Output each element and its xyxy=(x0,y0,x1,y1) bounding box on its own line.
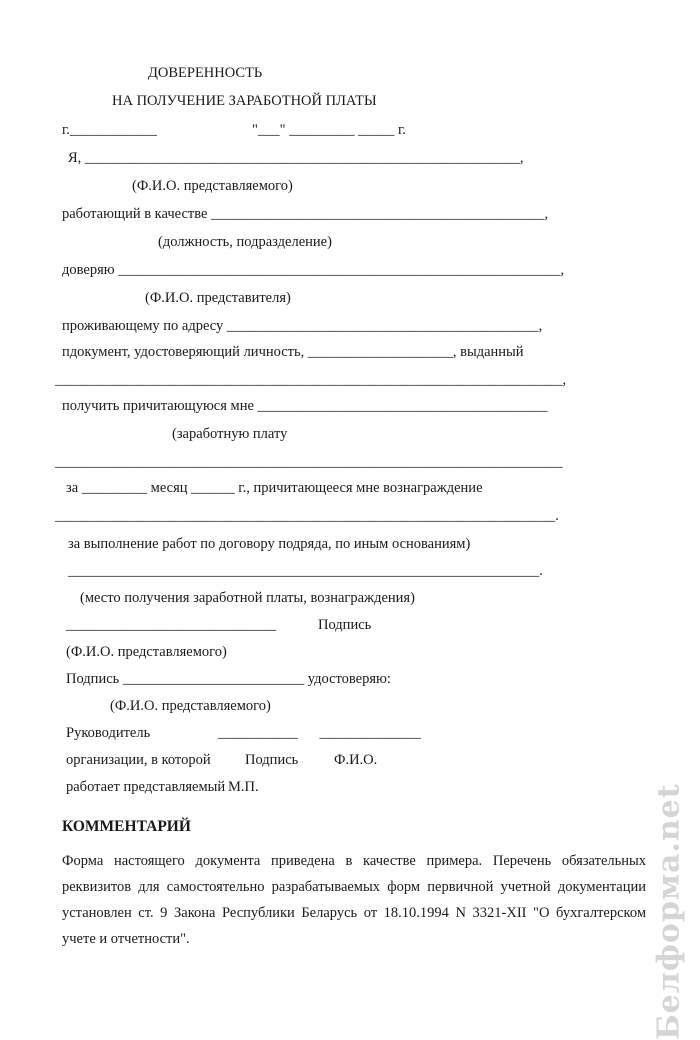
principal-line: Я, ____________________________________________________________, xyxy=(68,150,524,166)
blank-line-3: _________________________________________________________________. xyxy=(68,563,543,579)
blank-line-1: ______________________________________________________________________ xyxy=(55,454,563,470)
organization-label: организации, в которой xyxy=(66,752,211,768)
fio-label: Ф.И.О. xyxy=(334,752,378,768)
date-field: "___" _________ _____ г. xyxy=(252,122,406,138)
comment-text: Форма настоящего документа приведена в качестве примера. Перечень обязательных реквизитов для самостоятельно разрабатываемых форм первичной учетной документации установлен ст. 9 Закона Республики Беларусь от 18.10.1994 N 3321-XII "О бухгалтерском учете и отчетности". xyxy=(62,853,646,947)
stamp-label: М.П. xyxy=(228,779,259,795)
signature-label-2: Подпись xyxy=(245,752,299,768)
watermark: Белформа.net xyxy=(651,783,687,1040)
works-label: работает представляемый xyxy=(66,779,226,795)
place-caption: (место получения заработной платы, вознаграждения) xyxy=(80,590,415,606)
salary-caption: (заработную плату xyxy=(172,426,288,442)
position-line: работающий в качестве ______________________________________________, xyxy=(62,206,549,222)
issued-by-line: ______________________________________________________________________, xyxy=(55,372,567,388)
blank-line-2: _____________________________________________________________________. xyxy=(55,508,559,524)
document-title: ДОВЕРЕННОСТЬ xyxy=(148,65,263,81)
manager-label: Руководитель xyxy=(66,725,151,741)
principal-caption: (Ф.И.О. представляемого) xyxy=(132,178,293,194)
city-field: г.____________ xyxy=(62,122,157,138)
document-line: пдокумент, удостоверяющий личность, ____________________, выданный xyxy=(62,344,524,360)
certify-line: Подпись _________________________ удостоверяю: xyxy=(66,671,391,687)
manager-signature-lines: ___________ ______________ xyxy=(218,725,421,741)
receive-line: получить причитающуюся мне ________________________________________ xyxy=(62,398,548,414)
signature-label: Подпись xyxy=(318,617,372,633)
principal-caption-3: (Ф.И.О. представляемого) xyxy=(110,698,271,714)
period-line: за _________ месяц ______ г., причитающееся мне вознаграждение xyxy=(66,480,483,496)
document-subtitle: НА ПОЛУЧЕНИЕ ЗАРАБОТНОЙ ПЛАТЫ xyxy=(112,93,377,109)
principal-caption-2: (Ф.И.О. представляемого) xyxy=(66,644,227,660)
address-line: проживающему по адресу ___________________________________________, xyxy=(62,318,543,334)
position-caption: (должность, подразделение) xyxy=(158,234,332,250)
representative-caption: (Ф.И.О. представителя) xyxy=(145,290,291,306)
work-caption: за выполнение работ по договору подряда, по иным основаниям) xyxy=(68,536,471,552)
comment-heading: КОММЕНТАРИЙ xyxy=(62,818,191,835)
signature-line: _____________________________ xyxy=(66,617,277,633)
trust-line: доверяю _____________________________________________________________, xyxy=(62,262,565,278)
